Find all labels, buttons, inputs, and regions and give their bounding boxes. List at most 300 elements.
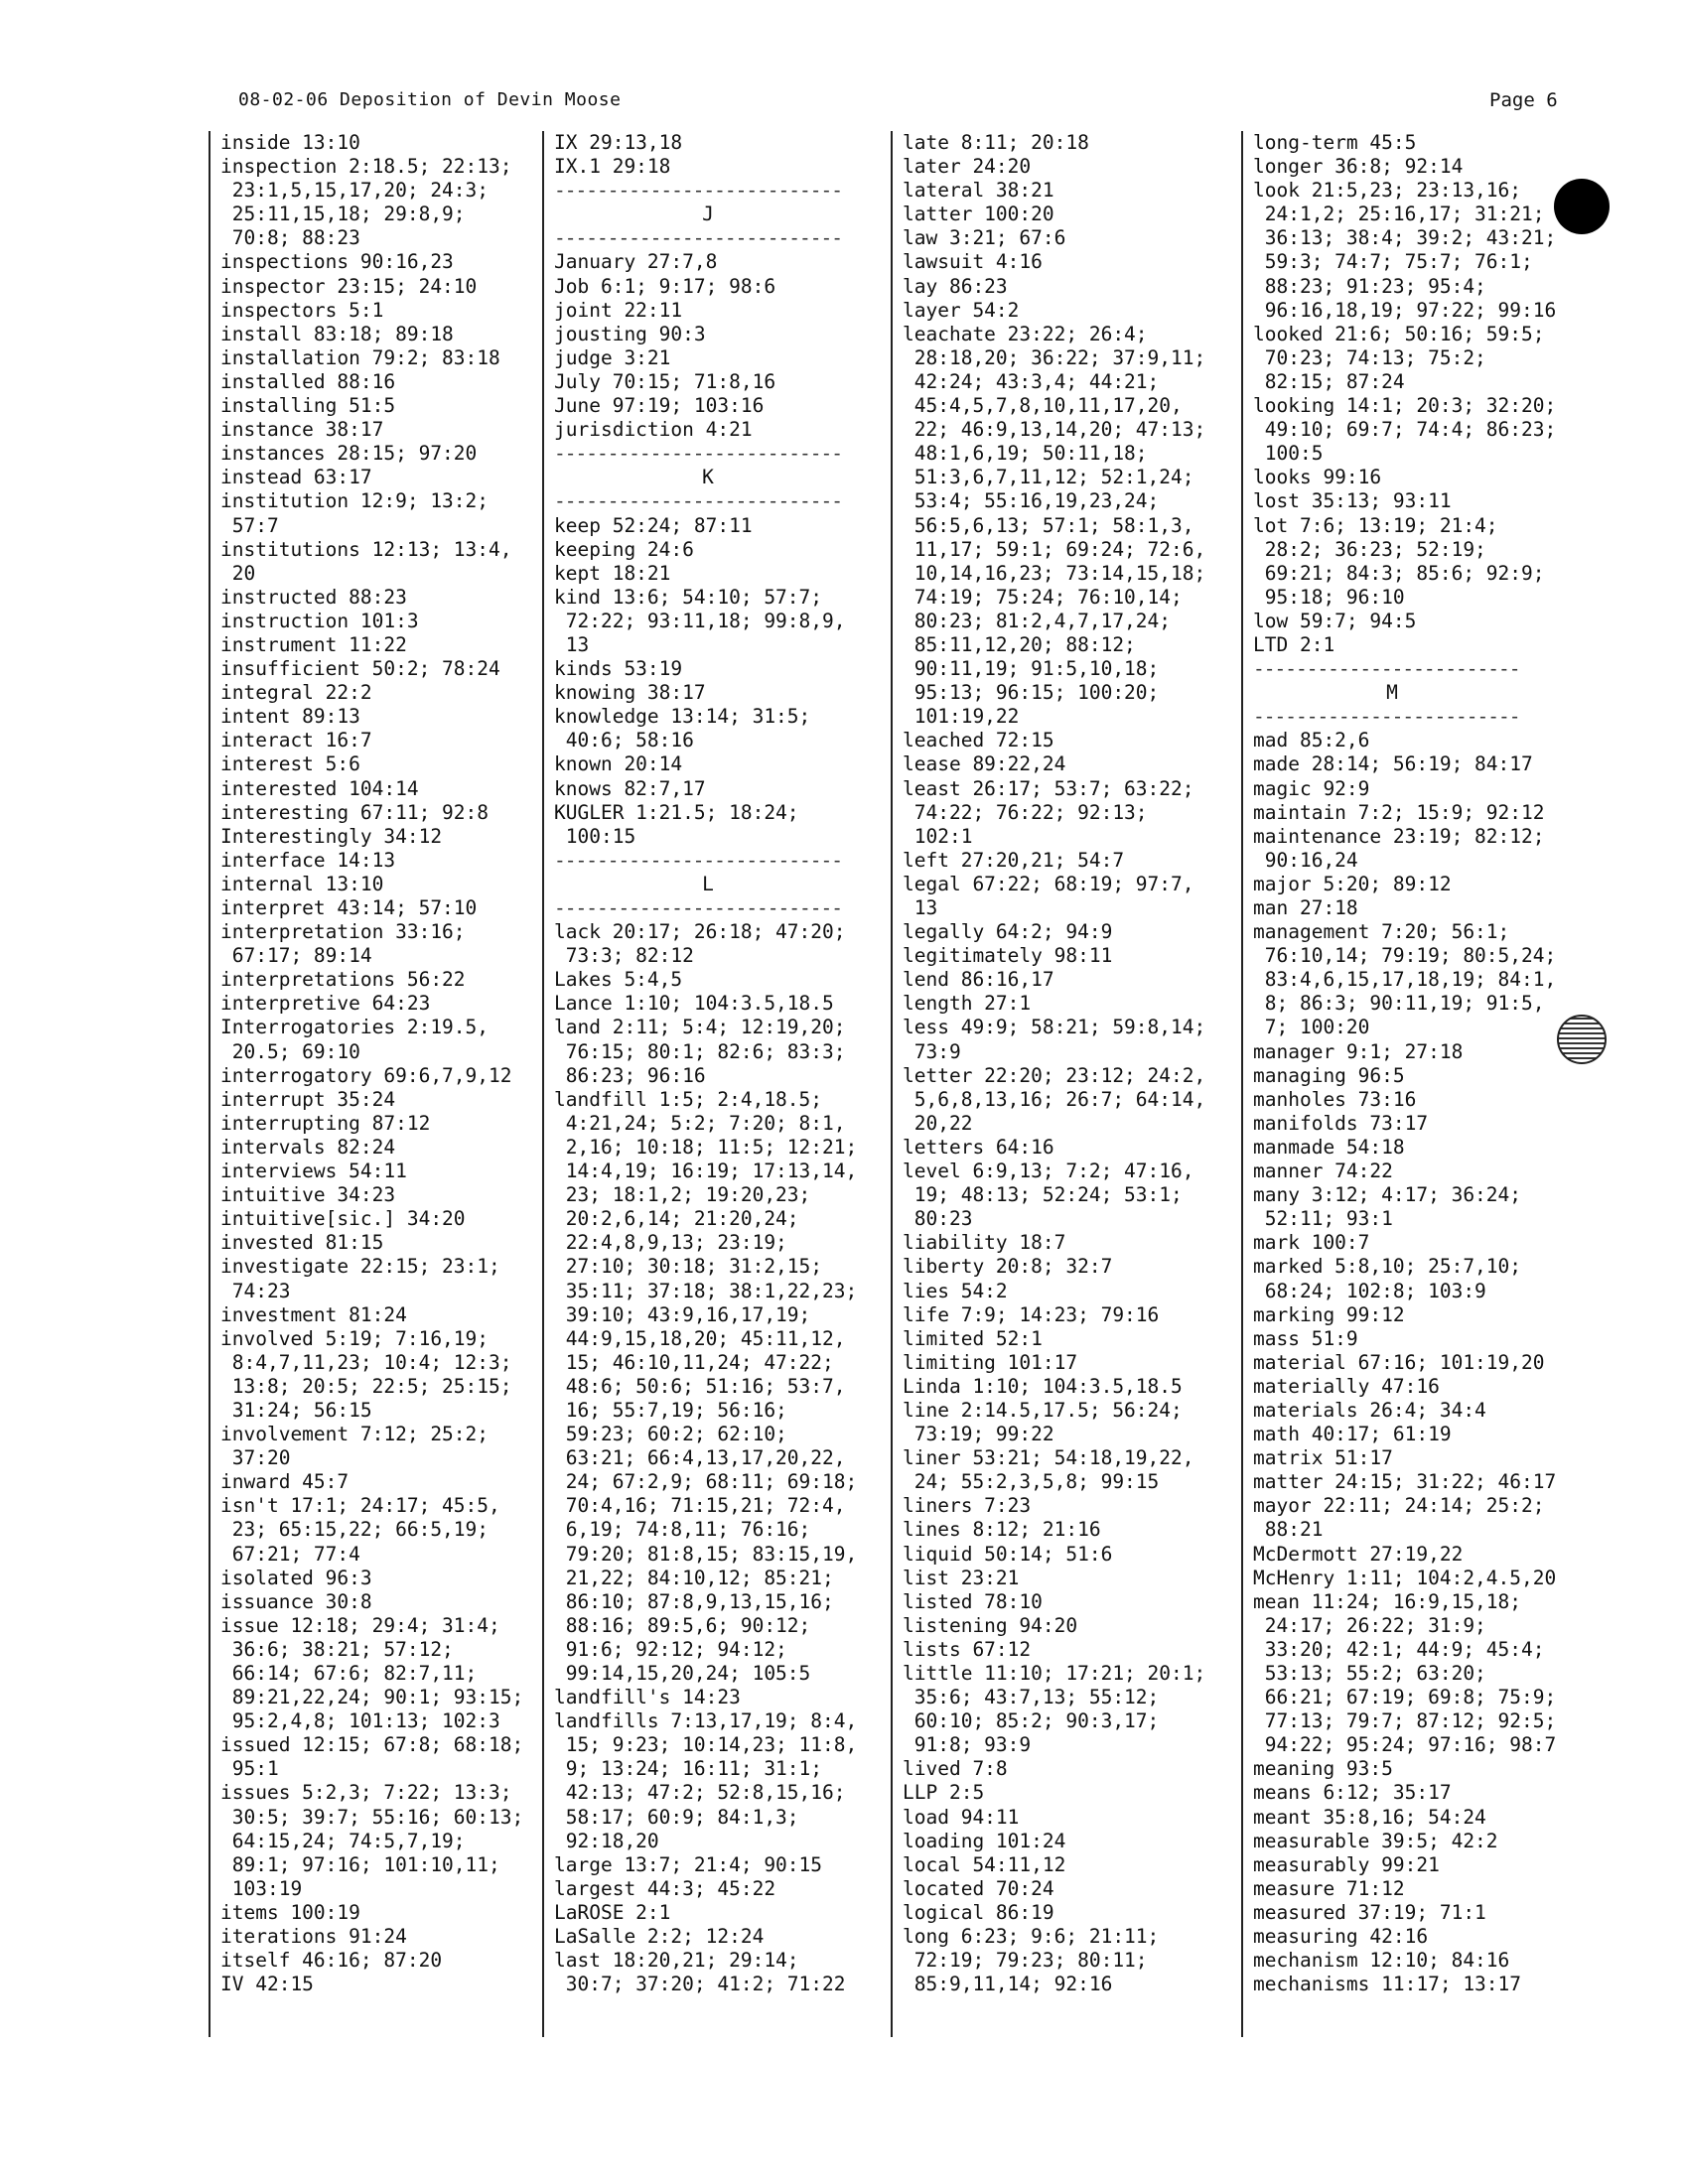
section-letter: J [702, 203, 714, 226]
index-entry-line: joint 22:11 [554, 298, 683, 322]
index-entry-line: loading 101:24 [903, 1829, 1066, 1852]
index-entry-line: looked 21:6; 50:16; 59:5; [1253, 322, 1545, 345]
index-entry-line: 8; 86:3; 90:11,19; 91:5, [1253, 992, 1545, 1016]
index-entry-line: 74:23 [220, 1279, 291, 1302]
index-entry-line: 44:9,15,18,20; 45:11,12, [554, 1326, 846, 1350]
index-entry-line: interpretations 56:22 [220, 968, 466, 992]
index-entry-line: 6,19; 74:8,11; 76:16; [554, 1518, 811, 1542]
index-entry-line: 89:21,22,24; 90:1; 93:15; [220, 1686, 524, 1709]
index-entry-line: manager 9:1; 27:18 [1253, 1039, 1464, 1063]
index-entry-line: investment 81:24 [220, 1302, 407, 1326]
index-entry-line: 48:1,6,19; 50:11,18; [903, 442, 1148, 466]
index-entry-line: keeping 24:6 [554, 537, 694, 561]
index-entry-line: measurable 39:5; 42:2 [1253, 1829, 1498, 1852]
index-entry-line: 15; 9:23; 10:14,23; 11:8, [554, 1733, 858, 1757]
index-entry-line: long 6:23; 9:6; 21:11; [903, 1925, 1160, 1949]
index-entry-line: look 21:5,23; 23:13,16; [1253, 179, 1522, 203]
index-entry-line: 88:16; 89:5,6; 90:12; [554, 1613, 811, 1637]
index-entry-line: kept 18:21 [554, 561, 671, 585]
index-entry-line: manner 74:22 [1253, 1160, 1393, 1183]
index-entry-line: Interestingly 34:12 [220, 824, 443, 848]
index-entry-line: 86:10; 87:8,9,13,15,16; [554, 1589, 834, 1613]
index-entry-line: least 26:17; 53:7; 63:22; [903, 776, 1194, 800]
index-entry-line: inspectors 5:1 [220, 298, 384, 322]
index-entry-line: 21,22; 84:10,12; 85:21; [554, 1566, 834, 1589]
index-entry-line: liberty 20:8; 32:7 [903, 1255, 1113, 1279]
index-entry-line: layer 54:2 [903, 298, 1020, 322]
index-entry-line: 9; 13:24; 16:11; 31:1; [554, 1757, 823, 1781]
index-entry-line: 83:4,6,15,17,18,19; 84:1, [1253, 968, 1557, 992]
index-entry-line: 92:18,20 [554, 1829, 659, 1852]
index-entry-line: late 8:11; 20:18 [903, 131, 1089, 154]
index-entry-line: later 24:20 [903, 155, 1032, 179]
index-entry-line: LaSalle 2:2; 12:24 [554, 1925, 765, 1949]
index-entry-line: 95:2,4,8; 101:13; 102:3 [220, 1709, 500, 1733]
index-entry-line: 73:3; 82:12 [554, 944, 694, 968]
index-entry-line: instrument 11:22 [220, 632, 407, 656]
index-entry-line: listed 78:10 [903, 1589, 1043, 1613]
index-entry-line: interviews 54:11 [220, 1160, 407, 1183]
index-entry-line: load 94:11 [903, 1805, 1020, 1829]
index-entry-line: 101:19,22 [903, 705, 1020, 729]
index-entry-line: 49:10; 69:7; 74:4; 86:23; [1253, 418, 1557, 442]
index-entry-line: 4:21,24; 5:2; 7:20; 8:1, [554, 1111, 846, 1135]
index-entry-line: 13 [554, 632, 590, 656]
index-entry-line: land 2:11; 5:4; 12:19,20; [554, 1016, 846, 1039]
index-entry-line: 35:6; 43:7,13; 55:12; [903, 1686, 1160, 1709]
index-entry-line: many 3:12; 4:17; 36:24; [1253, 1183, 1522, 1207]
index-entry-line: lawsuit 4:16 [903, 250, 1043, 274]
binder-hole-middle [1557, 1015, 1607, 1064]
section-letter: M [1386, 681, 1398, 705]
index-entry-line: lateral 38:21 [903, 179, 1054, 203]
index-entry-line: measure 71:12 [1253, 1876, 1405, 1900]
index-entry-line: lines 8:12; 21:16 [903, 1518, 1101, 1542]
index-entry-line: interest 5:6 [220, 752, 360, 776]
section-letter: L [702, 872, 714, 895]
index-entry-line: looking 14:1; 20:3; 32:20; [1253, 394, 1557, 418]
index-entry-line: 85:9,11,14; 92:16 [903, 1973, 1113, 1996]
index-entry-line: matter 24:15; 31:22; 46:17 [1253, 1470, 1557, 1494]
index-entry-line: maintain 7:2; 15:9; 92:12 [1253, 800, 1545, 824]
index-entry-line: invested 81:15 [220, 1231, 384, 1255]
index-entry-line: intent 89:13 [220, 705, 360, 729]
index-entry-line: mass 51:9 [1253, 1326, 1358, 1350]
index-entry-line: 53:4; 55:16,19,23,24; [903, 489, 1160, 513]
index-entry-line: 30:5; 39:7; 55:16; 60:13; [220, 1805, 524, 1829]
index-entry-line: 20,22 [903, 1111, 973, 1135]
index-entry-line: means 6:12; 35:17 [1253, 1781, 1452, 1805]
index-entry-line: institution 12:9; 13:2; [220, 489, 490, 513]
index-entry-line: 95:13; 96:15; 100:20; [903, 681, 1160, 705]
index-entry-line: inspections 90:16,23 [220, 250, 454, 274]
index-entry-line: management 7:20; 56:1; [1253, 920, 1510, 944]
index-entry-line: iterations 91:24 [220, 1925, 407, 1949]
index-entry-line: intuitive 34:23 [220, 1183, 396, 1207]
index-entry-line: made 28:14; 56:19; 84:17 [1253, 752, 1533, 776]
index-entry-line: 86:23; 96:16 [554, 1063, 706, 1087]
index-entry-line: inward 45:7 [220, 1470, 350, 1494]
index-entry-line: 22:4,8,9,13; 23:19; [554, 1231, 787, 1255]
index-entry-line: 91:8; 93:9 [903, 1733, 1032, 1757]
index-entry-line: measuring 42:16 [1253, 1925, 1429, 1949]
index-entry-line: interpret 43:14; 57:10 [220, 896, 478, 919]
index-entry-line: 45:4,5,7,8,10,11,17,20, [903, 394, 1183, 418]
index-entry-line: letters 64:16 [903, 1135, 1054, 1159]
index-entry-line: left 27:20,21; 54:7 [903, 848, 1125, 872]
index-entry-line: 40:6; 58:16 [554, 729, 694, 752]
index-entry-line: instance 38:17 [220, 418, 384, 442]
index-entry-line: manifolds 73:17 [1253, 1111, 1429, 1135]
index-entry-line: matrix 51:17 [1253, 1446, 1393, 1470]
index-entry-line: lay 86:23 [903, 274, 1008, 298]
index-entry-line: marking 99:12 [1253, 1302, 1405, 1326]
index-entry-line: Job 6:1; 9:17; 98:6 [554, 274, 776, 298]
index-entry-line: internal 13:10 [220, 872, 384, 895]
index-entry-line: 89:1; 97:16; 101:10,11; [220, 1852, 500, 1876]
index-entry-line: kinds 53:19 [554, 657, 683, 681]
index-entry-line: instances 28:15; 97:20 [220, 442, 478, 466]
index-entry-line: knows 82:7,17 [554, 776, 706, 800]
section-separator: --------------------------- [554, 179, 842, 203]
index-entry-line: 95:1 [220, 1757, 279, 1781]
index-entry-line: isolated 96:3 [220, 1566, 372, 1589]
index-entry-line: involved 5:19; 7:16,19; [220, 1326, 490, 1350]
index-entry-line: manholes 73:16 [1253, 1087, 1417, 1111]
index-entry-line: jousting 90:3 [554, 322, 706, 345]
index-entry-line: materials 26:4; 34:4 [1253, 1398, 1486, 1422]
index-entry-line: meaning 93:5 [1253, 1757, 1393, 1781]
index-entry-line: 28:18,20; 36:22; 37:9,11; [903, 345, 1206, 369]
index-entry-line: local 54:11,12 [903, 1852, 1066, 1876]
index-entry-line: Lakes 5:4,5 [554, 968, 683, 992]
index-entry-line: magic 92:9 [1253, 776, 1370, 800]
index-entry-line: 57:7 [220, 513, 279, 537]
index-entry-line: 59:3; 74:7; 75:7; 76:1; [1253, 250, 1533, 274]
index-entry-line: 100:5 [1253, 442, 1324, 466]
index-entry-line: judge 3:21 [554, 345, 671, 369]
index-entry-line: little 11:10; 17:21; 20:1; [903, 1662, 1206, 1685]
index-entry-line: 24; 67:2,9; 68:11; 69:18; [554, 1470, 858, 1494]
index-entry-line: 52:11; 93:1 [1253, 1207, 1393, 1231]
index-entry-line: mayor 22:11; 24:14; 25:2; [1253, 1494, 1545, 1518]
index-entry-line: latter 100:20 [903, 203, 1054, 226]
index-entry-line: 30:7; 37:20; 41:2; 71:22 [554, 1973, 846, 1996]
index-entry-line: LTD 2:1 [1253, 632, 1335, 656]
index-entry-line: 103:19 [220, 1876, 303, 1900]
index-entry-line: 51:3,6,7,11,12; 52:1,24; [903, 466, 1194, 489]
index-entry-line: 80:23; 81:2,4,7,17,24; [903, 609, 1172, 632]
index-entry-line: last 18:20,21; 29:14; [554, 1949, 799, 1973]
index-entry-line: institutions 12:13; 13:4, [220, 537, 512, 561]
index-entry-line: 15; 46:10,11,24; 47:22; [554, 1350, 834, 1374]
index-entry-line: landfill 1:5; 2:4,18.5; [554, 1087, 823, 1111]
index-entry-line: mechanism 12:10; 84:16 [1253, 1949, 1510, 1973]
section-letter: K [702, 466, 714, 489]
index-entry-line: inspector 23:15; 24:10 [220, 274, 478, 298]
index-entry-line: math 40:17; 61:19 [1253, 1423, 1452, 1446]
index-entry-line: 73:9 [903, 1039, 961, 1063]
index-entry-line: Linda 1:10; 104:3.5,18.5 [903, 1374, 1183, 1398]
section-separator: --------------------------- [554, 442, 842, 466]
index-entry-line: lost 35:13; 93:11 [1253, 489, 1452, 513]
section-separator: ------------------------- [1253, 705, 1520, 729]
page-number: Page 6 [1489, 89, 1558, 111]
index-entry-line: low 59:7; 94:5 [1253, 609, 1417, 632]
index-entry-line: 66:14; 67:6; 82:7,11; [220, 1662, 478, 1685]
index-entry-line: 13 [903, 896, 938, 919]
index-entry-line: legal 67:22; 68:19; 97:7, [903, 872, 1194, 895]
index-entry-line: level 6:9,13; 7:2; 47:16, [903, 1160, 1194, 1183]
index-entry-line: 20.5; 69:10 [220, 1039, 360, 1063]
index-column-1 [209, 131, 548, 2037]
index-entry-line: 24:1,2; 25:16,17; 31:21; [1253, 203, 1545, 226]
section-separator: --------------------------- [554, 489, 842, 513]
index-entry-line: 63:21; 66:4,13,17,20,22, [554, 1446, 846, 1470]
index-entry-line: 70:4,16; 71:15,21; 72:4, [554, 1494, 846, 1518]
index-entry-line: limiting 101:17 [903, 1350, 1078, 1374]
index-entry-line: McDermott 27:19,22 [1253, 1542, 1464, 1566]
index-entry-line: 72:19; 79:23; 80:11; [903, 1949, 1148, 1973]
index-entry-line: 88:23; 91:23; 95:4; [1253, 274, 1486, 298]
index-entry-line: IV 42:15 [220, 1973, 314, 1996]
index-entry-line: 24; 55:2,3,5,8; 99:15 [903, 1470, 1160, 1494]
index-entry-line: law 3:21; 67:6 [903, 226, 1066, 250]
index-column-2 [542, 131, 892, 2037]
index-entry-line: known 20:14 [554, 752, 683, 776]
index-entry-line: 36:6; 38:21; 57:12; [220, 1637, 454, 1661]
index-entry-line: Interrogatories 2:19.5, [220, 1016, 490, 1039]
section-separator: --------------------------- [554, 226, 842, 250]
index-entry-line: items 100:19 [220, 1900, 360, 1924]
index-entry-line: line 2:14.5,17.5; 56:24; [903, 1398, 1183, 1422]
index-entry-line: 79:20; 81:8,15; 83:15,19, [554, 1542, 858, 1566]
index-entry-line: meant 35:8,16; 54:24 [1253, 1805, 1486, 1829]
index-entry-line: 48:6; 50:6; 51:16; 53:7, [554, 1374, 846, 1398]
index-entry-line: insufficient 50:2; 78:24 [220, 657, 500, 681]
index-entry-line: 74:19; 75:24; 76:10,14; [903, 585, 1183, 609]
index-entry-line: landfill's 14:23 [554, 1686, 741, 1709]
index-entry-line: list 23:21 [903, 1566, 1020, 1589]
index-entry-line: liners 7:23 [903, 1494, 1032, 1518]
index-entry-line: interrupting 87:12 [220, 1111, 431, 1135]
index-entry-line: 96:16,18,19; 97:22; 99:16 [1253, 298, 1557, 322]
index-entry-line: 68:24; 102:8; 103:9 [1253, 1279, 1486, 1302]
index-entry-line: 11,17; 59:1; 69:24; 72:6, [903, 537, 1206, 561]
index-entry-line: kind 13:6; 54:10; 57:7; [554, 585, 823, 609]
index-entry-line: itself 46:16; 87:20 [220, 1949, 443, 1973]
index-entry-line: Lance 1:10; 104:3.5,18.5 [554, 992, 834, 1016]
index-entry-line: 82:15; 87:24 [1253, 369, 1405, 393]
index-entry-line: less 49:9; 58:21; 59:8,14; [903, 1016, 1206, 1039]
index-entry-line: investigate 22:15; 23:1; [220, 1255, 500, 1279]
index-entry-line: keep 52:24; 87:11 [554, 513, 753, 537]
index-entry-line: LLP 2:5 [903, 1781, 985, 1805]
index-entry-line: installed 88:16 [220, 369, 396, 393]
index-entry-line: length 27:1 [903, 992, 1032, 1016]
index-entry-line: landfills 7:13,17,19; 8:4, [554, 1709, 858, 1733]
index-entry-line: measured 37:19; 71:1 [1253, 1900, 1486, 1924]
index-entry-line: 13:8; 20:5; 22:5; 25:15; [220, 1374, 512, 1398]
index-entry-line: 42:24; 43:3,4; 44:21; [903, 369, 1160, 393]
index-entry-line: inspection 2:18.5; 22:13; [220, 155, 512, 179]
index-entry-line: July 70:15; 71:8,16 [554, 369, 776, 393]
index-entry-line: IX 29:13,18 [554, 131, 683, 154]
index-entry-line: material 67:16; 101:19,20 [1253, 1350, 1545, 1374]
index-entry-line: leached 72:15 [903, 729, 1054, 752]
index-entry-line: 94:22; 95:24; 97:16; 98:7 [1253, 1733, 1557, 1757]
index-entry-line: 88:21 [1253, 1518, 1324, 1542]
index-entry-line: 27:10; 30:18; 31:2,15; [554, 1255, 823, 1279]
index-entry-line: lived 7:8 [903, 1757, 1008, 1781]
index-entry-line: legitimately 98:11 [903, 944, 1113, 968]
index-entry-line: looks 99:16 [1253, 466, 1382, 489]
index-entry-line: manmade 54:18 [1253, 1135, 1405, 1159]
index-entry-line: lies 54:2 [903, 1279, 1008, 1302]
index-entry-line: 95:18; 96:10 [1253, 585, 1405, 609]
index-entry-line: mark 100:7 [1253, 1231, 1370, 1255]
index-entry-line: 59:23; 60:2; 62:10; [554, 1423, 787, 1446]
index-entry-line: IX.1 29:18 [554, 155, 671, 179]
index-entry-line: 2,16; 10:18; 11:5; 12:21; [554, 1135, 858, 1159]
index-entry-line: 36:13; 38:4; 39:2; 43:21; [1253, 226, 1557, 250]
index-entry-line: 5,6,8,13,16; 26:7; 64:14, [903, 1087, 1206, 1111]
index-entry-line: issued 12:15; 67:8; 68:18; [220, 1733, 524, 1757]
index-entry-line: 90:16,24 [1253, 848, 1358, 872]
index-entry-line: man 27:18 [1253, 896, 1358, 919]
index-entry-line: issue 12:18; 29:4; 31:4; [220, 1613, 500, 1637]
index-entry-line: 35:11; 37:18; 38:1,22,23; [554, 1279, 858, 1302]
index-entry-line: 8:4,7,11,23; 10:4; 12:3; [220, 1350, 512, 1374]
index-entry-line: lack 20:17; 26:18; 47:20; [554, 920, 846, 944]
index-entry-line: 80:23 [903, 1207, 973, 1231]
index-entry-line: managing 96:5 [1253, 1063, 1405, 1087]
index-entry-line: installation 79:2; 83:18 [220, 345, 500, 369]
index-entry-line: June 97:19; 103:16 [554, 394, 765, 418]
section-separator: ------------------------- [1253, 657, 1520, 681]
index-entry-line: marked 5:8,10; 25:7,10; [1253, 1255, 1522, 1279]
index-entry-line: materially 47:16 [1253, 1374, 1440, 1398]
index-entry-line: 23:1,5,15,17,20; 24:3; [220, 179, 490, 203]
index-entry-line: 19; 48:13; 52:24; 53:1; [903, 1183, 1183, 1207]
index-entry-line: large 13:7; 21:4; 90:15 [554, 1852, 823, 1876]
index-column-4 [1241, 131, 1561, 2037]
index-entry-line: 22; 46:9,13,14,20; 47:13; [903, 418, 1206, 442]
index-entry-line: isn't 17:1; 24:17; 45:5, [220, 1494, 500, 1518]
index-entry-line: knowing 38:17 [554, 681, 706, 705]
index-entry-line: intervals 82:24 [220, 1135, 396, 1159]
index-entry-line: 99:14,15,20,24; 105:5 [554, 1662, 811, 1685]
index-entry-line: 33:20; 42:1; 44:9; 45:4; [1253, 1637, 1545, 1661]
index-entry-line: 31:24; 56:15 [220, 1398, 372, 1422]
index-entry-line: 14:4,19; 16:19; 17:13,14, [554, 1160, 858, 1183]
index-entry-line: 37:20 [220, 1446, 291, 1470]
index-entry-line: 20 [220, 561, 256, 585]
index-entry-line: mechanisms 11:17; 13:17 [1253, 1973, 1522, 1996]
index-entry-line: interpretation 33:16; [220, 920, 466, 944]
index-entry-line: instead 63:17 [220, 466, 372, 489]
index-entry-line: 10,14,16,23; 73:14,15,18; [903, 561, 1206, 585]
index-entry-line: interpretive 64:23 [220, 992, 431, 1016]
index-entry-line: 67:17; 89:14 [220, 944, 372, 968]
index-entry-line: 25:11,15,18; 29:8,9; [220, 203, 466, 226]
index-entry-line: McHenry 1:11; 104:2,4.5,20 [1253, 1566, 1557, 1589]
index-entry-line: 58:17; 60:9; 84:1,3; [554, 1805, 799, 1829]
index-entry-line: 20:2,6,14; 21:20,24; [554, 1207, 799, 1231]
index-entry-line: mad 85:2,6 [1253, 729, 1370, 752]
binder-hole-top [1554, 179, 1610, 234]
index-entry-line: limited 52:1 [903, 1326, 1043, 1350]
index-entry-line: 53:13; 55:2; 63:20; [1253, 1662, 1486, 1685]
index-entry-line: knowledge 13:14; 31:5; [554, 705, 811, 729]
index-entry-line: 70:8; 88:23 [220, 226, 360, 250]
index-entry-line: 24:17; 26:22; 31:9; [1253, 1613, 1486, 1637]
index-entry-line: 69:21; 84:3; 85:6; 92:9; [1253, 561, 1545, 585]
index-entry-line: 76:10,14; 79:19; 80:5,24; [1253, 944, 1557, 968]
index-entry-line: liquid 50:14; 51:6 [903, 1542, 1113, 1566]
index-entry-line: 74:22; 76:22; 92:13; [903, 800, 1148, 824]
index-entry-line: involvement 7:12; 25:2; [220, 1423, 490, 1446]
index-entry-line: liner 53:21; 54:18,19,22, [903, 1446, 1194, 1470]
index-entry-line: 7; 100:20 [1253, 1016, 1370, 1039]
index-entry-line: lend 86:16,17 [903, 968, 1054, 992]
index-entry-line: 90:11,19; 91:5,10,18; [903, 657, 1160, 681]
index-entry-line: 102:1 [903, 824, 973, 848]
index-entry-line: 23; 18:1,2; 19:20,23; [554, 1183, 811, 1207]
index-entry-line: instruction 101:3 [220, 609, 419, 632]
index-entry-line: lease 89:22,24 [903, 752, 1066, 776]
index-entry-line: interrupt 35:24 [220, 1087, 396, 1111]
index-entry-line: interrogatory 69:6,7,9,12 [220, 1063, 512, 1087]
index-entry-line: maintenance 23:19; 82:12; [1253, 824, 1545, 848]
index-entry-line: 23; 65:15,22; 66:5,19; [220, 1518, 490, 1542]
index-entry-line: 28:2; 36:23; 52:19; [1253, 537, 1486, 561]
index-entry-line: installing 51:5 [220, 394, 396, 418]
index-entry-line: 91:6; 92:12; 94:12; [554, 1637, 787, 1661]
index-entry-line: major 5:20; 89:12 [1253, 872, 1452, 895]
index-entry-line: interesting 67:11; 92:8 [220, 800, 490, 824]
index-entry-line: interface 14:13 [220, 848, 396, 872]
index-entry-line: interested 104:14 [220, 776, 419, 800]
index-entry-line: 76:15; 80:1; 82:6; 83:3; [554, 1039, 846, 1063]
index-entry-line: issuance 30:8 [220, 1589, 372, 1613]
index-entry-line: letter 22:20; 23:12; 24:2, [903, 1063, 1206, 1087]
index-entry-line: lists 67:12 [903, 1637, 1032, 1661]
index-entry-line: mean 11:24; 16:9,15,18; [1253, 1589, 1522, 1613]
index-entry-line: listening 94:20 [903, 1613, 1078, 1637]
index-column-3 [891, 131, 1240, 2037]
index-entry-line: inside 13:10 [220, 131, 360, 154]
index-entry-line: 77:13; 79:7; 87:12; 92:5; [1253, 1709, 1557, 1733]
index-entry-line: interact 16:7 [220, 729, 372, 752]
index-entry-line: 42:13; 47:2; 52:8,15,16; [554, 1781, 846, 1805]
index-entry-line: 64:15,24; 74:5,7,19; [220, 1829, 466, 1852]
index-entry-line: logical 86:19 [903, 1900, 1054, 1924]
index-entry-line: life 7:9; 14:23; 79:16 [903, 1302, 1160, 1326]
document-title: 08-02-06 Deposition of Devin Moose [238, 89, 622, 110]
index-entry-line: longer 36:8; 92:14 [1253, 155, 1464, 179]
index-entry-line: 85:11,12,20; 88:12; [903, 632, 1136, 656]
index-entry-line: lot 7:6; 13:19; 21:4; [1253, 513, 1498, 537]
index-entry-line: 67:21; 77:4 [220, 1542, 360, 1566]
index-entry-line: 66:21; 67:19; 69:8; 75:9; [1253, 1686, 1557, 1709]
index-entry-line: 72:22; 93:11,18; 99:8,9, [554, 609, 846, 632]
index-entry-line: 70:23; 74:13; 75:2; [1253, 345, 1486, 369]
index-entry-line: 73:19; 99:22 [903, 1423, 1054, 1446]
index-entry-line: 16; 55:7,19; 56:16; [554, 1398, 787, 1422]
index-entry-line: 60:10; 85:2; 90:3,17; [903, 1709, 1160, 1733]
index-entry-line: 100:15 [554, 824, 636, 848]
